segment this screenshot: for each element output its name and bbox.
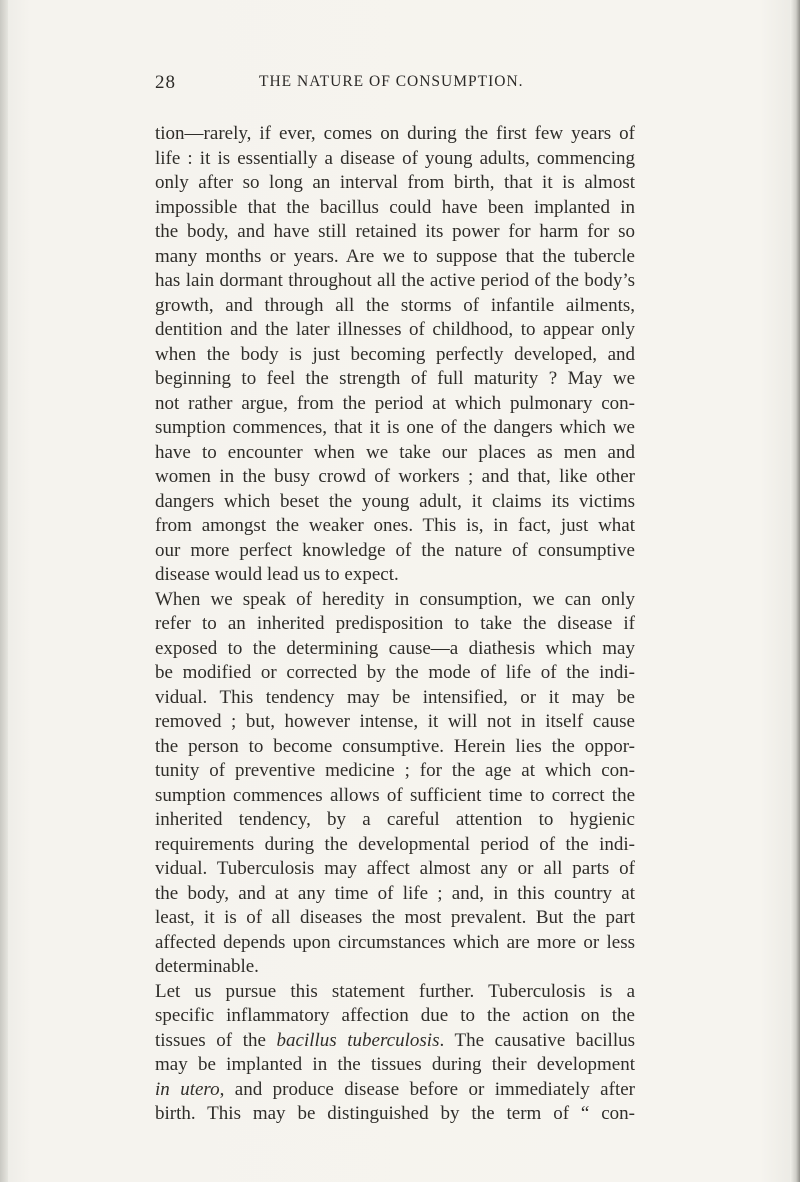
text-line: inherited tendency, by a careful attention to hygienic [155,809,635,830]
running-head: THE NATURE OF CONSUMPTION. [259,73,524,90]
page-gutter [0,0,8,1182]
text-line: removed ; but, however intense, it will not in itself cause [155,711,635,732]
text-line: specific inflammatory affection due to the action on the [155,1005,635,1026]
text-line: dangers which beset the young adult, it claims its victims [155,490,635,512]
text-line: women in the busy crowd of workers ; and that, like other [155,466,635,487]
text-line: growth, and through all the storms of infantile ailments, [155,294,635,316]
italic-text-run: in utero [155,1078,220,1100]
text-line [155,1078,635,1103]
text-line: When we speak of heredity in consumption, we can only [155,588,635,610]
page-number: 28 [155,72,176,93]
text-line [155,1029,635,1054]
text-line: sumption commences allows of sufficient time to correct the [155,784,635,806]
text-line: have to encounter when we take our places as men and [155,441,635,463]
text-line: vidual. Tuberculosis may affect almost any or all parts of [155,858,635,879]
text-line: sumption commences, that it is one of the dangers which we [155,417,635,438]
text-line: the person to become consumptive. Herein lies the oppor- [155,735,635,757]
text-line: beginning to feel the strength of full maturity ? May we [155,368,635,389]
text-line: life : it is essentially a disease of young adults, commencing [155,147,635,169]
text-line: dentition and the later illnesses of childhood, to appear only [155,319,635,340]
text-line: least, it is of all diseases the most prevalent. But the part [155,907,635,928]
text-line: vidual. This tendency may be intensified, or it may be [155,686,635,708]
text-line: may be implanted in the tissues during their development [155,1054,635,1075]
text-line: birth. This may be distinguished by the term of “ con- [155,1103,635,1124]
text-run: . The causative bacillus [439,1029,635,1051]
text-line: impossible that the bacillus could have been implanted in [155,196,635,218]
text-line: has lain dormant throughout all the active period of the body’s [155,270,635,291]
text-line: refer to an inherited predisposition to take the disease if [155,613,635,634]
text-line: only after so long an interval from birth, that it is almost [155,172,635,193]
text-line: many months or years. Are we to suppose that the tubercle [155,245,635,267]
body-text [155,122,635,1127]
text-line: be modified or corrected by the mode of life of the indi- [155,662,635,683]
text-line: the body, and have still retained its power for harm for so [155,221,635,242]
text-line: the body, and at any time of life ; and, in this country at [155,882,635,904]
text-line: Let us pursue this statement further. Tuberculosis is a [155,980,635,1002]
text-line: disease would lead us to expect. [155,564,399,585]
text-line: exposed to the determining cause—a diathesis which may [155,637,635,659]
text-line: tion—rarely, if ever, comes on during the first few years of [155,123,635,144]
italic-text-run: bacillus tuberculosis [276,1029,440,1051]
text-line: determinable. [155,956,259,977]
text-line: from amongst the weaker ones. This is, in fact, just what [155,515,635,536]
text-line: our more perfect knowledge of the nature of consumptive [155,539,635,561]
text-line: requirements during the developmental period of the indi- [155,833,635,855]
text-line: affected depends upon circumstances which are more or less [155,931,635,953]
text-line: when the body is just becoming perfectly developed, and [155,343,635,365]
page-header [155,72,755,100]
text-run: tissues of the [155,1029,277,1051]
text-line: not rather argue, from the period at which pulmonary con- [155,392,635,414]
text-run: , and produce disease before or immediately after [219,1078,635,1100]
page-edge [790,0,800,1182]
text-line: tunity of preventive medicine ; for the age at which con- [155,760,635,781]
